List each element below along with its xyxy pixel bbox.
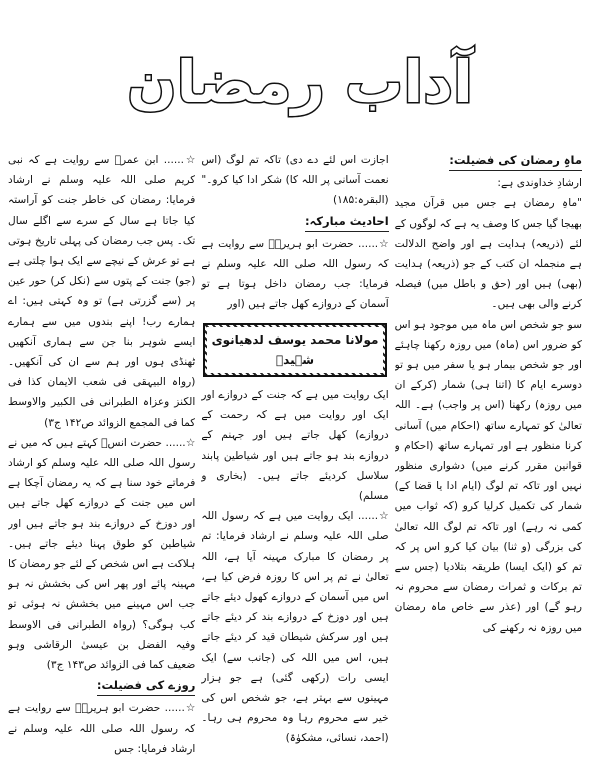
paragraph: "ماہِ رمضان ہے جس میں قرآن مجید بھیجا گیا جس کا وصف یہ ہے کہ لوگوں کے لئے (ذریعہ) ہدایت ہے اور واضح الدلالت ہے منجملہ ان کتب کے جو (ذریعہ) ہدایت (بھی) ہیں اور (حق و باطل میں) فیصلہ کرنے والی بھی ہیں۔ — [394, 197, 582, 311]
section-heading-ramadan-virtue: ماہِ رمضان کی فضیلت: — [449, 150, 582, 171]
paragraph: ☆...... حضرت انسؓ کہتے ہیں کہ میں نے رسول اللہ صلی اللہ علیہ وسلم کو ارشاد فرماتے خود سنا ہے کہ یہ رمضان آچکا ہے اس میں جنت کے دروازے کھل جاتے ہیں اور دوزخ کے دروازے بند ہو جاتے ہیں اور شیاطین کو طوق پہنا دیئے جاتے ہیں۔ ہلاکت ہے اس شخص کے لئے جو رمضان کا مہینہ پائے اور پھر اس کی بخشش نہ ہو جب اس مہینے میں بخشش نہ ہوئی تو کب ہوگی؟ (رواہ الطبرانی فی الاوسط وفیہ الفضل بن عیسیٰ الرقاشی وہو ضعیف کما فی الزوائد ص۱۴۳ ج۳) — [8, 436, 196, 672]
paragraph: ☆...... حضرت ابو ہریرہؓ سے روایت ہے کہ رسول اللہ صلی اللہ علیہ وسلم نے ارشاد فرمایا: جس — [8, 702, 196, 755]
paragraph: سو جو شخص اس ماہ میں موجود ہو اس کو ضرور اس (ماہ) میں روزہ رکھنا چاہئے اور جو شخص بیمار ہو یا سفر میں ہو تو دوسرے ایام کا (اتنا ہی) شمار (کرکے ان میں روزہ) رکھنا (اس پر واجب) ہے۔ اللہ تعالیٰ کو تمہارے ساتھ (احکام میں) آسانی کرنا منظور ہے اور تمہارے ساتھ (احکام و قوانین مقرر کرنے میں) دشواری منظور نہیں اور تاکہ تم لوگ (ایام ادا یا قضا کے) شمار کی تکمیل کرلیا کرو (کہ ثواب میں کمی نہ رہے) اور تاکہ تم لوگ اللہ تعالیٰ کی بزرگی (و ثنا) بیان کیا کرو اس پر کہ تم کو (ایک ایسا) طریقہ بتلادیا (جس سے تم برکات و ثمرات رمضان سے محروم نہ رہو گے) اور (عذر سے خاص ماہ رمضان میں روزہ نہ رکھنے کی — [394, 318, 582, 634]
column-middle — [201, 150, 388, 758]
section-heading-hadith: احادیث مبارکہ: — [305, 211, 389, 232]
column-right — [395, 150, 582, 758]
paragraph: ارشادِ خداوندی ہے: — [497, 177, 582, 190]
author-byline-box — [203, 323, 386, 377]
paragraph: ☆...... حضرت ابو ہریرہؓ سے روایت ہے کہ رسول اللہ صلی اللہ علیہ وسلم نے فرمایا: جب رمضان داخل ہوتا ہے تو آسمان کے دروازے کھل جاتے ہیں (اور — [201, 237, 389, 311]
section-heading-fasting-virtue: روزے کی فضیلت: — [97, 675, 195, 696]
page-title-graphic — [90, 20, 510, 140]
paragraph: ☆...... ابن عمرؓ سے روایت ہے کہ نبی کریم صلی اللہ علیہ وسلم نے ارشاد فرمایا: رمضان کی خاطر جنت کو آراستہ کیا جاتا ہے سال کے سرے سے اگلے سال تک۔ پس جب رمضان کی پہلی تاریخ ہوتی ہے تو عرش کے نیچے سے ایک ہوا چلتی ہے (جو) جنت کے پتوں سے (نکل کر) حور عین پر (سے گزرتی ہے) تو وہ کہتی ہیں: اے ہمارے رب! اپنے بندوں میں سے ہمارے ایسے شوہر بنا جن سے ہماری آنکھیں ٹھنڈی ہوں اور ہم سے ان کی آنکھیں۔ (رواہ البیہقی فی شعب الایمان کذا فی الکنز وعزاہ الطبرانی فی الکبیر والاوسط کما فی المجمع الزوائد ص۱۴۲ ج۳) — [8, 154, 196, 429]
page-title — [90, 20, 510, 140]
paragraph: ☆...... ایک روایت میں ہے کہ رسول اللہ صلی اللہ علیہ وسلم نے ارشاد فرمایا: تم پر رمضان کا مبارک مہینہ آیا ہے، اللہ تعالیٰ نے تم پر اس کا روزہ فرض کیا ہے، اس میں آسمان کے دروازے کھول دیئے جاتے ہیں اور دوزخ کے دروازے بند کر دیئے جاتے ہیں اور سرکش شیطان قید کر دیئے جاتے ہیں، اس میں اللہ کی (جانب سے) ایک ایسی رات (رکھی گئی) ہے جو ہزار مہینوں سے بہتر ہے، جو شخص اس کی خیر سے محروم رہا وہ محروم ہی رہا۔ (احمد، نسائی، مشکوٰۃ) — [201, 510, 389, 745]
page-title-text: آداب رمضان — [127, 48, 473, 116]
article-columns — [8, 150, 582, 758]
column-left — [8, 150, 195, 758]
author-name: مولانا محمد یوسف لدھیانوی شہیدؒ — [207, 327, 382, 373]
paragraph: ایک روایت میں ہے کہ جنت کے دروازے اور ایک اور روایت میں ہے کہ رحمت کے دروازے) کھل جاتے ہیں اور جہنم کے دروازے بند ہو جاتے ہیں اور شیاطین پابند سلاسل کردیئے جاتے ہیں۔ (بخاری و مسلم) — [201, 389, 389, 503]
paragraph: اجازت اس لئے دے دی) تاکہ تم لوگ (اس نعمت آسانی پر اللہ کا) شکر ادا کیا کرو۔" (البقرہ:۱۸۵) — [201, 154, 389, 207]
